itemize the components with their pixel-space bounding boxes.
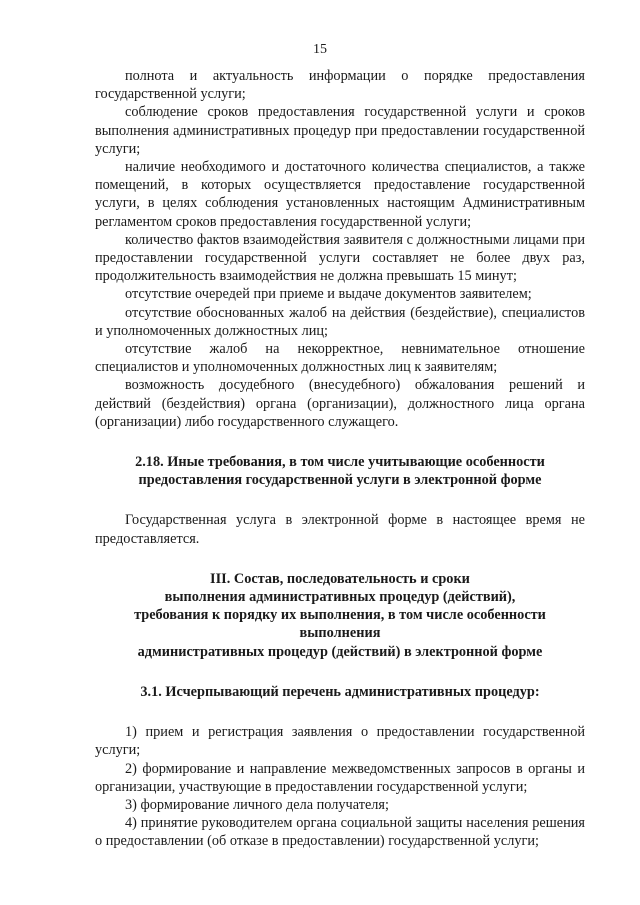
section-heading-3-1: 3.1. Исчерпывающий перечень административных процедур: bbox=[140, 683, 540, 700]
procedures-list bbox=[95, 723, 585, 850]
list-item: 3) формирование личного дела получателя; bbox=[125, 796, 389, 813]
section-heading-2-18: 2.18. Иные требования, в том числе учитывающие особенности предоставления государственной услуги в электронной форме bbox=[135, 454, 545, 489]
page-number: 15 bbox=[313, 42, 327, 57]
quality-criteria-list bbox=[95, 67, 585, 431]
list-item: соблюдение сроков предоставления государственной услуги и сроков выполнения административных процедур при предоставлении государственной услуги; bbox=[95, 104, 585, 157]
list-item: отсутствие обоснованных жалоб на действия (бездействие), специалистов и уполномоченных должностных лиц; bbox=[95, 304, 585, 339]
list-item: 2) формирование и направление межведомственных запросов в органы и организации, участвующие в предоставлении государственной услуги; bbox=[95, 760, 585, 795]
list-item: отсутствие жалоб на некорректное, невнимательное отношение специалистов и уполномоченных должностных лиц к заявителям; bbox=[95, 341, 585, 376]
list-item: количество фактов взаимодействия заявителя с должностными лицами при предоставлении государственной услуги составляет не более двух раз, продолжительность взаимодействия не должна превышать 15 минут; bbox=[95, 231, 585, 285]
section-2-18-paragraph: Государственная услуга в электронной форме в настоящее время не предоставляется. bbox=[95, 512, 585, 547]
list-item: 4) принятие руководителем органа социальной защиты населения решения о предоставлении (об отказе в предоставлении) государственной услуги; bbox=[95, 815, 585, 850]
list-item: отсутствие очередей при приеме и выдаче документов заявителем; bbox=[125, 286, 532, 303]
chapter-heading-3: III. Состав, последовательность и сроки выполнения административных процедур (действий), требования к порядку их выполнения, в том числе особенности выполнения административных процедур (действий) в электронной форме bbox=[134, 570, 546, 660]
document-body bbox=[95, 67, 585, 851]
list-item: полнота и актуальность информации о порядке предоставления государственной услуги; bbox=[95, 68, 585, 103]
list-item: наличие необходимого и достаточного количества специалистов, а также помещений, в которых осуществляется предоставление государственной услуги, в целях соблюдения установленных настоящим Административным регламентом сроков предоставления государственной услуги; bbox=[95, 159, 585, 230]
list-item: 1) прием и регистрация заявления о предоставлении государственной услуги; bbox=[95, 724, 585, 759]
list-item: возможность досудебного (внесудебного) обжалования решений и действий (бездействия) органа (организации), должностного лица органа (организации) либо государственного служащего. bbox=[95, 377, 585, 430]
